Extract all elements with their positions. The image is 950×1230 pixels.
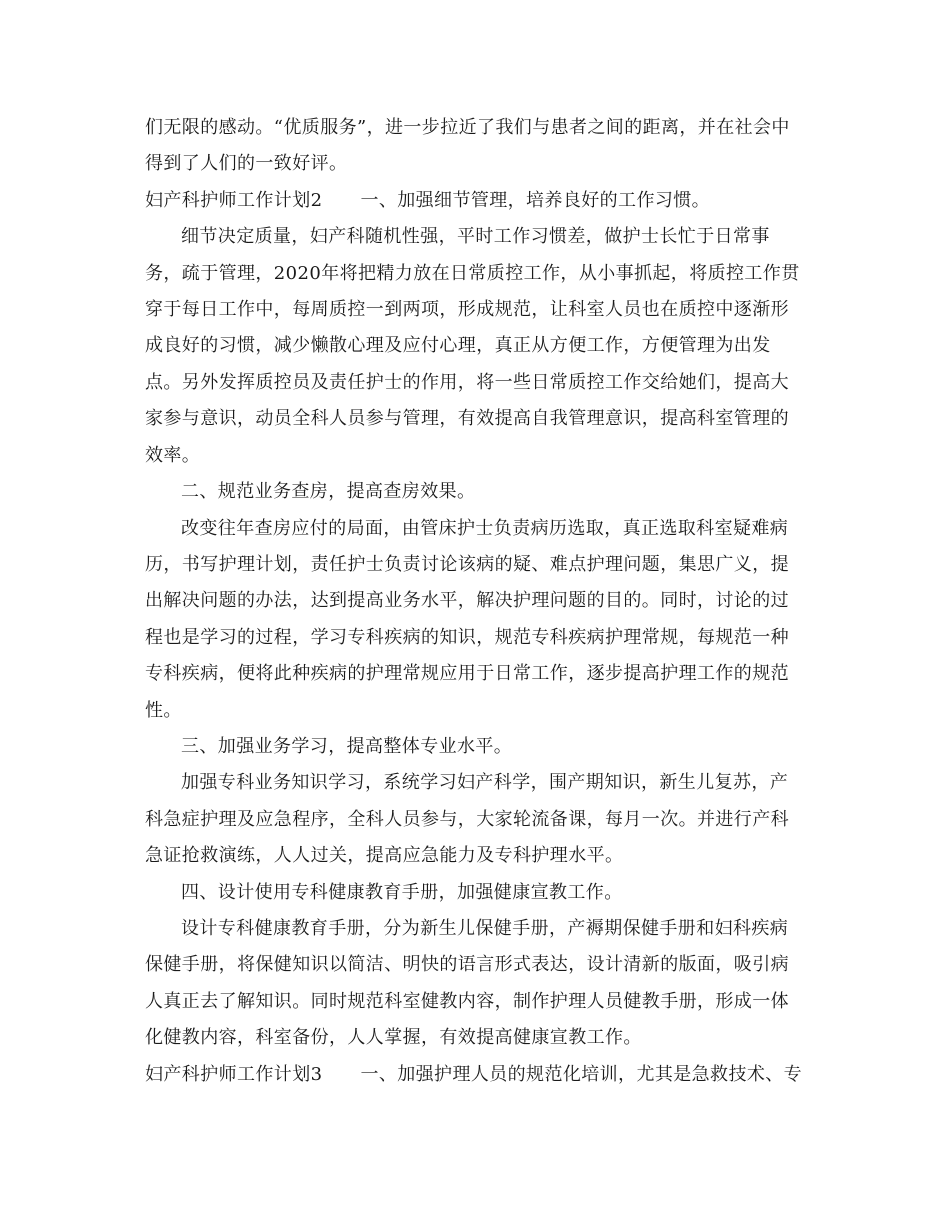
paragraph-line: 设计专科健康教育手册，分为新生儿保健手册，产褥期保健手册和妇科疾病 [181, 918, 789, 939]
text-line: 务，疏于管理，2020年将把精力放在日常质控工作，从小事抓起，将质控工作贯 [145, 263, 800, 284]
text-line: 点。另外发挥质控员及责任护士的作用，将一些日常质控工作交给她们，提高大 [145, 372, 789, 393]
section-heading-plan-2 [145, 189, 710, 213]
text-line: 得到了人们的一致好评。 [145, 153, 348, 174]
text-line: 专科疾病，便将此种疾病的护理常规应用于日常工作，逐步提高护理工作的规范 [145, 663, 789, 684]
section-subheading: 三、加强业务学习，提高整体专业水平。 [181, 736, 513, 757]
section-subheading: 四、设计使用专科健康教育手册，加强健康宣教工作。 [181, 882, 623, 903]
text-line: 历，书写护理计划，责任护士负责讨论该病的疑、难点护理问题，集思广义，提 [145, 554, 789, 575]
text-line: 成良好的习惯，减少懒散心理及应付心理，真正从方便工作，方便管理为出发 [145, 335, 771, 356]
section-first-item: 一、加强护理人员的规范化培训，尤其是急救技术、专 [360, 1064, 803, 1085]
text-line: 出解决问题的办法，达到提高业务水平，解决护理问题的目的。同时，讨论的过 [145, 590, 789, 611]
text-line: 人真正去了解知识。同时规范科室健教内容，制作护理人员健教手册，形成一体 [145, 991, 789, 1012]
text-line: 化健教内容，科室备份，人人掌握，有效提高健康宣教工作。 [145, 1027, 642, 1048]
section-subheading: 二、规范业务查房，提高查房效果。 [181, 481, 476, 502]
text-line: 科急症护理及应急程序，全科人员参与，大家轮流备课，每月一次。并进行产科 [145, 809, 789, 830]
text-line: 急证抢救演练，人人过关，提高应急能力及专科护理水平。 [145, 845, 624, 866]
text-line: 效率。 [145, 445, 201, 466]
section-heading-plan-3 [145, 1063, 802, 1087]
paragraph-line: 改变往年查房应付的局面，由管床护士负责病历选取，真正选取科室疑难病 [181, 518, 789, 539]
text-line: 穿于每日工作中，每周质控一到两项，形成规范，让科室人员也在质控中逐渐形 [145, 299, 789, 320]
paragraph-line: 加强专科业务知识学习，系统学习妇产科学，围产期知识，新生儿复苏，产 [181, 772, 789, 793]
text-line: 家参与意识，动员全科人员参与管理，有效提高自我管理意识，提高科室管理的 [145, 408, 789, 429]
text-line: 们无限的感动。“优质服务”，进一步拉近了我们与患者之间的距离，并在社会中 [145, 117, 790, 138]
text-line: 保健手册，将保健知识以简洁、明快的语言形式表达，设计清新的版面，吸引病 [145, 954, 789, 975]
section-title: 妇产科护师工作计划3 [145, 1064, 323, 1085]
paragraph-line: 细节决定质量，妇产科随机性强，平时工作习惯差，做护士长忙于日常事 [181, 226, 770, 247]
section-title: 妇产科护师工作计划2 [145, 190, 323, 211]
text-line: 程也是学习的过程，学习专科疾病的知识，规范专科疾病护理常规，每规范一种 [145, 627, 789, 648]
section-first-item: 一、加强细节管理，培养良好的工作习惯。 [360, 190, 711, 211]
text-line: 性。 [145, 700, 182, 721]
